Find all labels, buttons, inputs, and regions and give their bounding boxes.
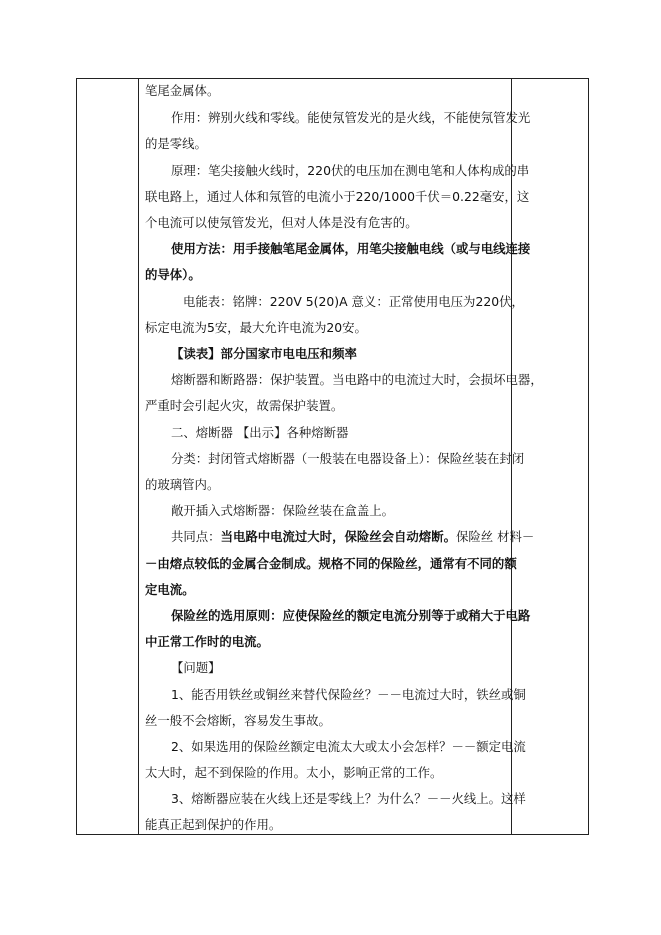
text-line: 个电流可以使氖管发光，但对人体是没有危害的。 <box>145 215 418 230</box>
text-line: 敞开插入式熔断器：保险丝装在盒盖上。 <box>171 503 395 518</box>
text-line-bold: 保险丝的选用原则：应使保险丝的额定电流分别等于或稍大于电路 <box>171 608 531 623</box>
text-line: 1、能否用铁丝或铜丝来替代保险丝？－－电流过大时，铁丝或铜 <box>171 687 526 702</box>
lesson-table <box>76 78 589 835</box>
text-line-mixed: 共同点：当电路中电流过大时，保险丝会自动熔断。保险丝 材料－ <box>171 529 535 544</box>
column-divider-left <box>138 79 139 834</box>
text-line: 的是零线。 <box>145 136 207 151</box>
text-line: 分类：封闭管式熔断器（一般装在电器设备上）：保险丝装在封闭 <box>171 451 525 466</box>
text-line: 太大时，起不到保险的作用。太小，影响正常的工作。 <box>145 765 443 780</box>
text-line: 3、熔断器应装在火线上还是零线上？为什么？－－火线上。这样 <box>171 791 526 806</box>
text-line-bold: 使用方法：用手接触笔尾金属体，用笔尖接触电线（或与电线连接 <box>171 241 531 256</box>
text-line: 的玻璃管内。 <box>145 477 220 492</box>
text-line-bold: －由熔点较低的金属合金制成。规格不同的保险丝，通常有不同的额 <box>145 556 517 571</box>
text-line: 联电路上，通过人体和氖管的电流小于220/1000千伏＝0.22毫安，这 <box>145 189 530 204</box>
text-line: 笔尾金属体。 <box>145 83 220 98</box>
text-line: 作用：辨别火线和零线。能使氖管发光的是火线，不能使氖管发光 <box>171 110 531 125</box>
text-line-bold: 【读表】部分国家市电电压和频率 <box>171 346 357 361</box>
text-line: 标定电流为5安，最大允许电流为20安。 <box>145 320 367 335</box>
text-line: 严重时会引起火灾，故需保护装置。 <box>145 398 344 413</box>
text-line: 2、如果选用的保险丝额定电流太大或太小会怎样？－－额定电流 <box>171 739 526 754</box>
text-line-bold: 中正常工作时的电流。 <box>145 634 269 649</box>
text-line-bold: 定电流。 <box>145 582 195 597</box>
text-line-bold: 的导体）。 <box>145 267 201 282</box>
text-line: 【问题】 <box>171 660 221 675</box>
text-line: 二、熔断器 【出示】各种熔断器 <box>171 425 349 440</box>
text-line: 能真正起到保护的作用。 <box>145 817 282 832</box>
text-line: 丝一般不会熔断，容易发生事故。 <box>145 713 331 728</box>
text-line: 熔断器和断路器：保护装置。当电路中的电流过大时，会损坏电器， <box>171 372 543 387</box>
text-line: 电能表：铭牌：220V 5(20)A 意义：正常使用电压为220伏， <box>183 294 524 309</box>
text-line: 原理：笔尖接触火线时，220伏的电压加在测电笔和人体构成的串 <box>171 163 530 178</box>
